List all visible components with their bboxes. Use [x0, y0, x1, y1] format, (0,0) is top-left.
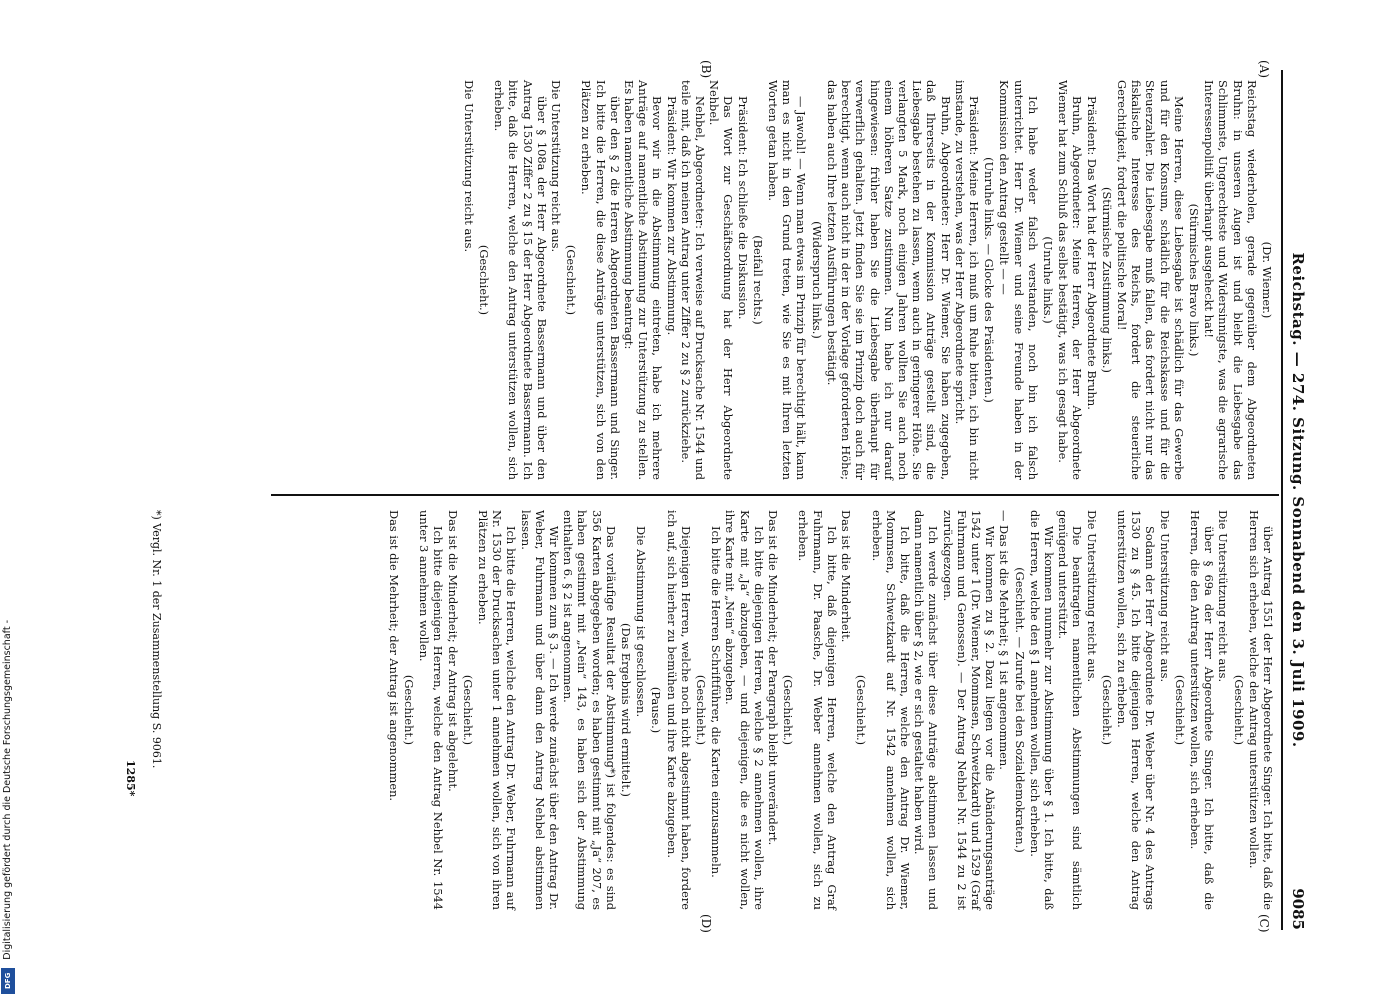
paragraph: (Geschieht.): [477, 244, 492, 316]
paragraph: Bevor wir in die Abstimmung eintreten, habe ich mehrere Anträge auf namentliche Abstimmung zur Unterstützung zu stellen. Es haben namentliche Abstimmung beantragt:: [622, 80, 665, 480]
paragraph: Ich habe weder falsch verstanden, noch bin ich falsch unterrichtet. Herr Dr. Wiemer und seine Freunde haben in der Kommission den Antrag gestellt — —: [997, 80, 1040, 480]
paragraph: (Geschieht.): [402, 674, 417, 746]
paragraph: (Geschieht.): [781, 674, 796, 746]
paragraph: Präsident: Meine Herren, ich muß um Ruhe bitten, ich bin nicht imstande, zu verstehen, was der Herr Abgeordnete spricht.: [952, 80, 981, 480]
paragraph: Bruhn, Abgeordneter: Herr Dr. Wiemer, Sie haben zugegeben, daß Ihrerseits in der Kommission Anträge gestellt sind, die Liebesgabe bestehen zu lassen, wenn auch in geringerer Höhe. Sie verlangten 5 Mark, noch einigen Jahren wollten Sie auch noch einem höheren Satze zustimmen. Nun habe ich nur darauf hingewiesen: früher haben Sie die Liebesgabe überhaupt für verwerflich gehalten. Jetzt finden Sie sie im Prinzip doch auch für berechtigt, wenn auch nicht in der in der Vorlage geforderten Höhe; das haben auch Ihre letzten Ausführungen bestätigt.: [824, 80, 953, 480]
paragraph: (Geschieht.): [564, 244, 579, 316]
paragraph: (Geschieht.): [1099, 674, 1114, 746]
paragraph: — Das ist die Mehrheit; § 1 ist angenommen.: [997, 510, 1012, 770]
page-header: [1283, 70, 1307, 930]
paragraph: Ich werde zunächst über diese Anträge abstimmen lassen und dann namentlich über § 2, wie er sich gestaltet haben wird.: [912, 510, 941, 910]
paragraph: Nehbel, Abgeordneter: Ich verweise auf Drucksache Nr. 1544 und teile mit, daß ich meinen Antrag unter Ziffer 2 zu § 2 zurückziehe.: [678, 80, 708, 480]
paragraph: — Jawohl! — Wenn man etwas im Prinzip für berechtigt hält, kann man es nicht in den Grund treten, wie Sie es mit Ihren letzten Worten getan haben.: [766, 80, 809, 480]
paragraph: Präsident: Wir kommen zur Abstimmung.: [664, 96, 679, 336]
paragraph: Ich bitte diejenigen Herren, welche den Antrag Nehbel Nr. 1544 unter 3 annehmen wollen.: [417, 510, 446, 910]
paragraph: (Geschieht. — Zurufe bei den Sozialdemokraten.): [1012, 567, 1027, 853]
margin-marker-c: (C): [1257, 914, 1271, 933]
paragraph: Wir kommen zum § 3. — Ich werde zunächst über den Antrag Dr. Weber, Fuhrmann und über dann den Antrag Nehbel abstimmen lassen.: [518, 510, 562, 910]
paragraph: Wir kommen zu § 2. Dazu liegen vor die Abänderungsanträge 1542 unter 1 (Dr. Wiemer, Mommsen, Schwetzkardt) und 1529 (Graf Fuhrmann und Genossen). — Der Antrag Nehbel Nr. 1544 zu 2 ist zurückgezogen.: [940, 510, 998, 910]
header-rule: [1281, 70, 1283, 930]
paragraph: Die Unterstützung reicht aus.: [1084, 510, 1099, 683]
paragraph: (Geschieht.): [694, 674, 709, 746]
dfg-logo-icon: DFG: [1, 968, 15, 994]
paragraph: Die beantragten namentlichen Abstimmungen sind sämtlich genügend unterstützt.: [1056, 510, 1085, 910]
paragraph: Das ist die Minderheit; der Antrag ist abgelehnt.: [445, 510, 460, 792]
paragraph: (Stürmisches Bravo links.): [1186, 203, 1201, 357]
paragraph: Die Unterstützung reicht aus.: [549, 80, 564, 253]
paragraph: (Geschieht.): [1231, 674, 1246, 746]
paragraph: Wir kommen nunmehr zur Abstimmung über § 1. Ich bitte, daß die Herren, welche den § 1 annehmen wollen, sich erheben.: [1027, 510, 1056, 910]
paragraph: Die Unterstützung reicht aus.: [1157, 510, 1172, 683]
paragraph: Ich bitte die Herren, welche den Antrag Dr. Weber, Fuhrmann auf Nr. 1530 der Drucksachen unter 1 annehmen wollen, sich von ihren Plätzen zu erheben.: [476, 510, 519, 910]
paragraph: Ich bitte, daß diejenigen Herren, welche den Antrag Graf Fuhrmann, Dr. Paasche, Dr. Weber annehmen wollen, sich zu erheben.: [796, 510, 839, 910]
paragraph: (Widerspruch links.): [809, 221, 824, 339]
paragraph: (Stürmische Zustimmung links.): [1099, 187, 1114, 373]
paragraph: (Geschieht.): [1172, 674, 1187, 746]
paragraph: (Das Ergebnis wird ermittelt.): [619, 623, 634, 797]
paragraph: Die Unterstützung reicht aus.: [461, 80, 476, 253]
paragraph: über § 108a der Herr Abgeordnete Bassermann und über den Antrag 1530 Ziffer 2 zu § 15 der Herr Abgeordnete Bassermann. Ich bitte, daß die Herren, welche den Antrag unterstützen wollen, sich erheben.: [492, 80, 549, 480]
paragraph: Ich bitte, daß die Herren, welche den Antrag Dr. Wiemer, Mommsen, Schwetzkardt auf Nr. 1542 annehmen wollen, sich erheben.: [869, 510, 912, 910]
margin-marker-a: (A): [1257, 60, 1271, 79]
paragraph: Präsident: Das Wort hat der Herr Abgeordnete Bruhn.: [1084, 96, 1099, 410]
paragraph: (Unruhe links. — Glocke des Präsidenten.): [982, 157, 997, 403]
paragraph: Das ist die Mehrheit; der Antrag ist angenommen.: [386, 510, 401, 802]
paragraph: Präsident: Ich schließe die Diskussion.: [735, 96, 750, 320]
paragraph: (Geschieht.): [854, 674, 869, 746]
paragraph: Das ist die Minderheit.: [839, 510, 854, 643]
paragraph: Ich bitte diejenigen Herren, welche § 2 annehmen wollen, ihre Karte mit „Ja“ abzugeben, — und diejenigen, die es nicht wollen, ihre Karte mit „Nein“ abzugeben.: [723, 510, 766, 910]
paragraph: (Geschieht.): [460, 674, 475, 746]
digitization-credit: [0, 0, 16, 1000]
right-column: [387, 510, 1275, 910]
column-divider: [271, 494, 1279, 496]
page-footer: 1285*: [124, 760, 137, 797]
paragraph: Meine Herren, diese Liebesgabe ist schädlich für das Gewerbe und für den Konsum, schädlich für die Reichskasse und für die Steuerzahler. Die Liebesgabe muß fallen, das fordert nicht nur das fiskalische Interesse des Reichs, fordert die steuerliche Gerechtigkeit, fordert die politische Moral!: [1114, 80, 1186, 480]
paragraph: Das Wort zur Geschäftsordnung hat der Herr Abgeordnete Nehbel.: [707, 80, 736, 480]
paragraph: (Dr. Wiemer.): [1260, 241, 1274, 319]
margin-marker-b: (B): [699, 60, 713, 79]
paragraph: (Unruhe links.): [1040, 236, 1055, 324]
paragraph: Die Abstimmung ist geschlossen.: [634, 526, 649, 718]
header-title: Reichstag. — 274. Sitzung. Sonnabend den 3. Juli 1909.: [1289, 252, 1307, 748]
paragraph: (Beifall rechts.): [750, 235, 765, 325]
paragraph: Diejenigen Herren, welche noch nicht abgestimmt haben, fordere ich auf, sich hierher zu bemühen und ihre Karte abzugeben.: [664, 510, 693, 910]
page-number: 9085: [1289, 888, 1307, 930]
paragraph: (Pause.): [649, 686, 664, 734]
paragraph: Reichstag wiederholen, gerade gegenüber dem Abgeordneten Bruhn: in unseren Augen ist und bleibt die Liebesgabe das Schlimmste, Ungerechteste und Widersinnigste, was die agrarische Interessenpolitik überhaupt ausgeheckt hat!: [1202, 80, 1259, 480]
paragraph: über Antrag 1551 der Herr Abgeordnete Singer. Ich bitte, daß die Herren sich erheben, welche den Antrag unterstützen wollen.: [1246, 510, 1275, 910]
footnote: *) Vergl. Nr. 1 der Zusammenstellung S. 9061.: [150, 510, 163, 769]
paragraph: über den § 2 die Herren Abgeordneten Bassermann und Singer. Ich bitte die Herren, die diese Anträge unterstützen, sich von den Plätzen zu erheben.: [579, 80, 622, 480]
paragraph: Sodann der Herr Abgeordnete Dr. Weber über Nr. 4 des Antrags 1530 zu § 45. Ich bitte diejenigen Herren, welche den Antrag unterstützen wollen, sich zu erheben.: [1114, 510, 1158, 910]
paragraph: Das vorläufige Resultat der Abstimmung*) ist folgendes: es sind 356 Karten abgegeben worden; es haben gestimmt mit „Ja“ 207, es haben gestimmt mit „Nein“ 143, es haben sich der Abstimmung enthalten 6. § 2 ist angenommen.: [561, 510, 618, 910]
margin-marker-d: (D): [699, 914, 713, 933]
paragraph: Ich bitte die Herren Schriftführer, die Karten einzusammeln.: [709, 526, 724, 878]
paragraph: Die Unterstützung reicht aus.: [1216, 510, 1231, 683]
credit-text: Digitalisierung gefördert durch die Deutsche Forschungsgemeinschaft -: [2, 620, 13, 960]
left-column: [462, 80, 1275, 480]
paragraph: Bruhn, Abgeordneter: Meine Herren, der Herr Abgeordnete Wiemer hat zum Schluß das selbst bestätigt, was ich gesagt habe.: [1056, 80, 1085, 480]
paragraph: über § 69a der Herr Abgeordnete Singer. Ich bitte, daß die Herren, die den Antrag unterstützen wollen, sich erheben.: [1187, 510, 1217, 910]
paragraph: Das ist die Minderheit; der Paragraph bleibt unverändert.: [766, 510, 781, 846]
